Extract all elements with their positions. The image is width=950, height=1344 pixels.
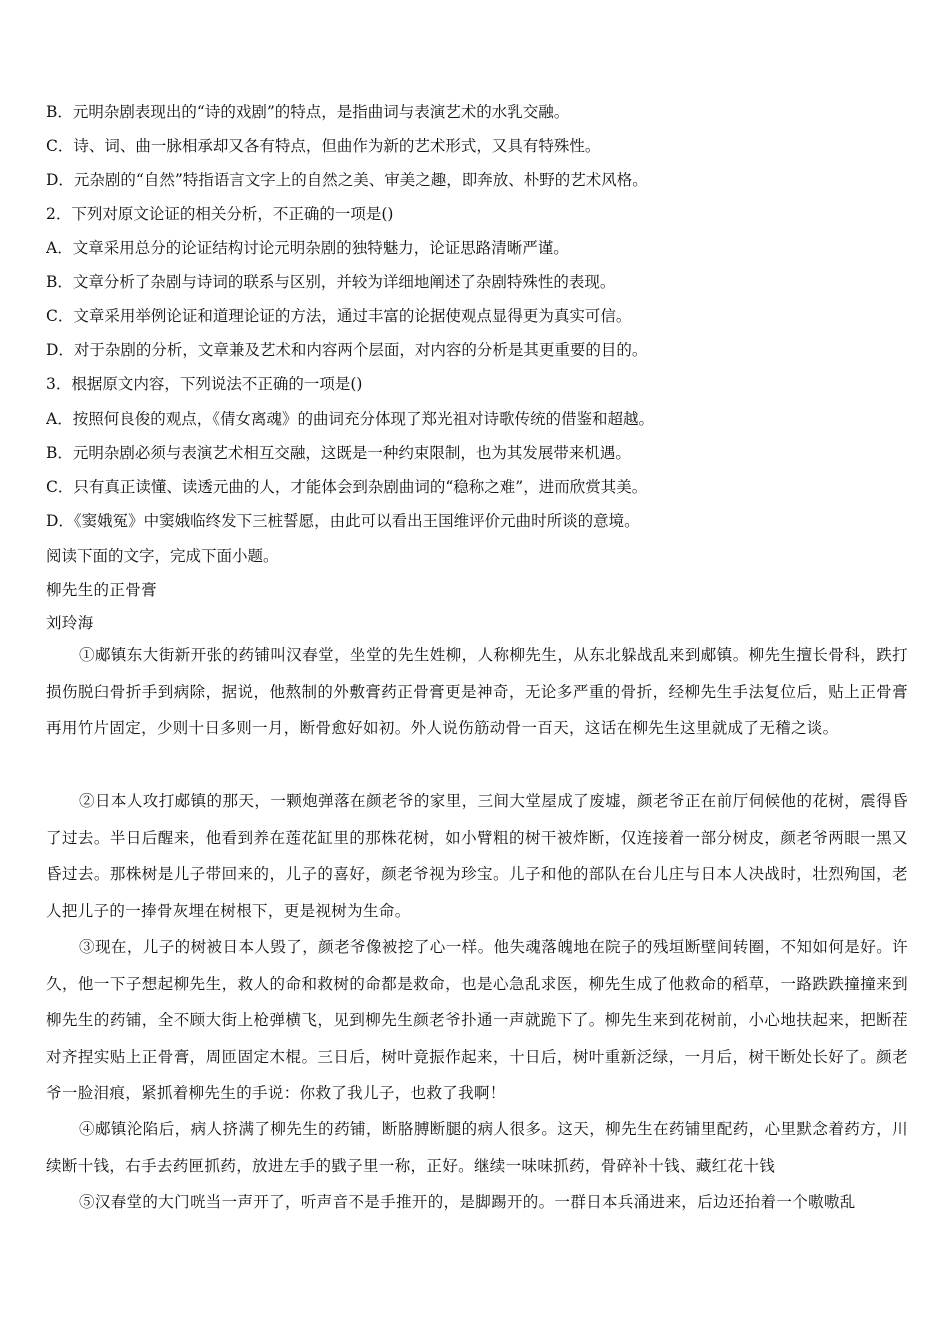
q3-option-b: B．元明杂剧必须与表演艺术相互交融，这既是一种约束限制，也为其发展带来机遇。	[46, 444, 631, 462]
q3-stem: 3．根据原文内容，下列说法不正确的一项是()	[46, 375, 363, 393]
q2-option-b: B．文章分析了杂剧与诗词的联系与区别，并较为详细地阐述了杂剧特殊性的表现。	[46, 273, 616, 291]
q2-option-c: C．文章采用举例论证和道理论证的方法，通过丰富的论据使观点显得更为真实可信。	[46, 307, 632, 325]
story-paragraph-3: ③现在，儿子的树被日本人毁了，颜老爷像被挖了心一样。他失魂落魄地在院子的残垣断壁间转圈，不知如何是好。许久，他一下子想起柳先生，救人的命和救树的命都是救命，也是心急乱求医，柳先生成了他救命的稻草，一路跌跌撞撞来到柳先生的药铺，全不顾大街上枪弹横飞，见到柳先生颜老爷扑通一声就跪下了。柳先生来到花树前，小心地扶起来，把断茬对齐捏实贴上正骨膏，周匝固定木棍。三日后，树叶竟振作起来，十日后，树叶重新泛绿，一月后，树干断处长好了。颜老爷一脸泪痕，紧抓着柳先生的手说：你救了我儿子，也救了我啊！	[46, 938, 908, 1102]
q3-option-a: A．按照何良俊的观点，《倩女离魂》的曲词充分体现了郑光祖对诗歌传统的借鉴和超越。	[46, 410, 654, 428]
q1-option-c: C．诗、词、曲一脉相承却又各有特点，但曲作为新的艺术形式，又具有特殊性。	[46, 137, 601, 155]
q2-option-d: D．对于杂剧的分析，文章兼及艺术和内容两个层面，对内容的分析是其更重要的目的。	[46, 341, 648, 359]
q3-option-c: C．只有真正读懂、读透元曲的人，才能体会到杂剧曲词的“稳称之难”，进而欣赏其美。	[46, 478, 648, 496]
q1-option-d: D．元杂剧的“自然”特指语言文字上的自然之美、审美之趣，即奔放、朴野的艺术风格。	[46, 171, 648, 189]
q2-option-a: A．文章采用总分的论证结构讨论元明杂剧的独特魅力，论证思路清晰严谨。	[46, 239, 569, 257]
story-paragraph-5: ⑤汉春堂的大门咣当一声开了，听声音不是手推开的，是脚踢开的。一群日本兵涌进来，后边还抬着一个嗷嗷乱	[79, 1193, 856, 1211]
story-title: 柳先生的正骨膏	[46, 581, 157, 599]
q2-stem: 2．下列对原文论证的相关分析，不正确的一项是()	[46, 205, 394, 223]
story-paragraph-2: ②日本人攻打郕镇的那天，一颗炮弹落在颜老爷的家里，三间大堂屋成了废墟，颜老爷正在前厅伺候他的花树，震得昏了过去。半日后醒来，他看到养在莲花缸里的那株花树，如小臂粗的树干被炸断，仅连接着一部分树皮，颜老爷两眼一黑又昏过去。那株树是儿子带回来的，儿子的喜好，颜老爷视为珍宝。儿子和他的部队在台儿庄与日本人决战时，壮烈殉国，老人把儿子的一捧骨灰埋在树根下，更是视树为生命。	[46, 792, 908, 920]
story-author: 刘玲海	[46, 614, 94, 632]
story-paragraph-4: ④郕镇沦陷后，病人挤满了柳先生的药铺，断胳膊断腿的病人很多。这天，柳先生在药铺里配药，心里默念着药方，川续断十钱，右手去药匣抓药，放进左手的戥子里一称，正好。继续一味味抓药，骨碎补十钱、藏红花十钱	[46, 1120, 908, 1175]
q1-option-b: B．元明杂剧表现出的“诗的戏剧”的特点，是指曲词与表演艺术的水乳交融。	[46, 103, 570, 121]
story-paragraph-1: ①郕镇东大街新开张的药铺叫汉春堂，坐堂的先生姓柳，人称柳先生，从东北躲战乱来到郕镇。柳先生擅长骨科，跌打损伤脱臼骨折手到病除，据说，他熬制的外敷膏药正骨膏更是神奇，无论多严重的骨折，经柳先生手法复位后，贴上正骨膏再用竹片固定，少则十日多则一月，断骨愈好如初。外人说伤筋动骨一百天，这话在柳先生这里就成了无稽之谈。	[46, 646, 908, 737]
reading-instruction: 阅读下面的文字，完成下面小题。	[46, 547, 279, 565]
q3-option-d: D．《窦娥冤》中窦娥临终发下三桩誓愿，由此可以看出王国维评价元曲时所谈的意境。	[46, 512, 640, 530]
